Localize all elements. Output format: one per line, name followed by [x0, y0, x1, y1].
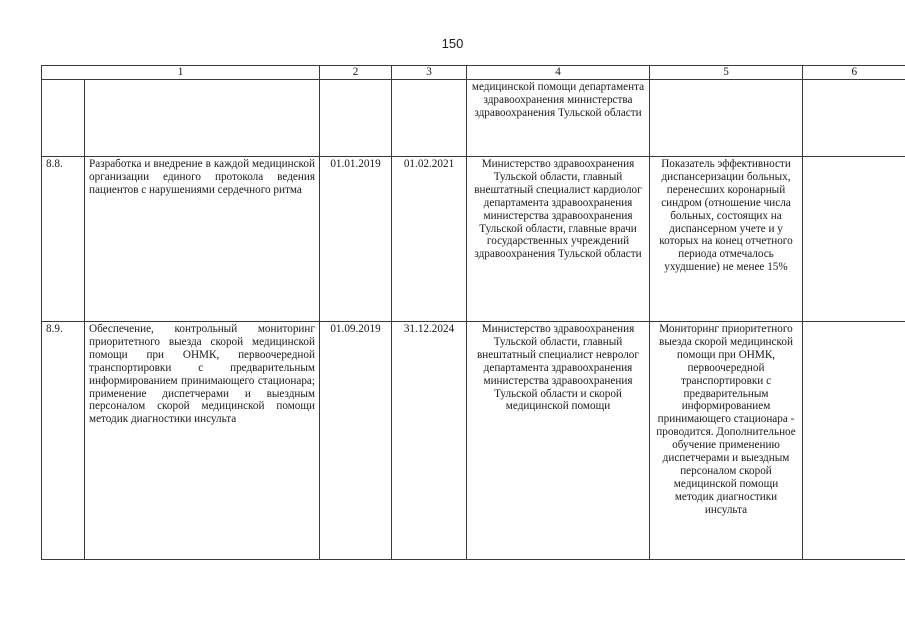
- cell-indicator: Показатель эффективности диспансеризации больных, перенесших коронарный синдром (отношение числа больных, состоящих на диспансерном учете и у которых на конец отчетного периода отмечалось ухудшение) не менее 15%: [650, 157, 803, 322]
- cell-event: Разработка и внедрение в каждой медицинской организации единого протокола ведения пациентов с нарушениями сердечного ритма: [85, 157, 320, 322]
- cell-responsible: Министерство здравоохранения Тульской области, главный внештатный специалист невролог департамента здравоохранения министерства здравоохранения Тульской области и скорой медицинской помощи: [467, 322, 650, 560]
- cell-indicator: Мониторинг приоритетного выезда скорой медицинской помощи при ОНМК, первоочередной транспортировки с предварительным информированием принимающего стационара - проводится. Дополнительное обучение применению диспетчерами и выездным персоналом скорой медицинской помощи методик диагностики инсульта: [650, 322, 803, 560]
- cell-event: Обеспечение, контрольный мониторинг приоритетного выезда скорой медицинской помощи при ОНМК, первоочередной транспортировки с предварительным информированием принимающего стационара; применение диспетчерами и выездным персоналом скорой медицинской помощи методик диагностики инсульта: [85, 322, 320, 560]
- cell-note: [803, 157, 905, 322]
- column-header-6: 6: [803, 66, 905, 80]
- column-header-1: 1: [42, 66, 320, 80]
- column-header-2: 2: [320, 66, 392, 80]
- table-row: [42, 157, 905, 322]
- cell-num: 8.9.: [42, 322, 85, 560]
- cell-end: 31.12.2024: [392, 322, 467, 560]
- page-number: 150: [441, 36, 464, 51]
- cell-start: 01.09.2019: [320, 322, 392, 560]
- cell-num: 8.8.: [42, 157, 85, 322]
- cell-start: 01.01.2019: [320, 157, 392, 322]
- table-row-continuation: [42, 80, 905, 157]
- cell-responsible: Министерство здравоохранения Тульской области, главный внештатный специалист кардиолог департамента здравоохранения министерства здравоохранения Тульской области, главные врачи государственных учреждений здравоохранения Тульской области: [467, 157, 650, 322]
- cell-indicator: [650, 80, 803, 157]
- plan-table: [41, 65, 905, 560]
- column-header-3: 3: [392, 66, 467, 80]
- cell-note: [803, 80, 905, 157]
- cell-end: 01.02.2021: [392, 157, 467, 322]
- cell-responsible: медицинской помощи департамента здравоохранения министерства здравоохранения Тульской области: [467, 80, 650, 157]
- cell-start: [320, 80, 392, 157]
- column-header-4: 4: [467, 66, 650, 80]
- column-header-5: 5: [650, 66, 803, 80]
- cell-event: [85, 80, 320, 157]
- cell-num: [42, 80, 85, 157]
- table-header-row: [42, 66, 905, 80]
- cell-end: [392, 80, 467, 157]
- table-row: [42, 322, 905, 560]
- cell-note: [803, 322, 905, 560]
